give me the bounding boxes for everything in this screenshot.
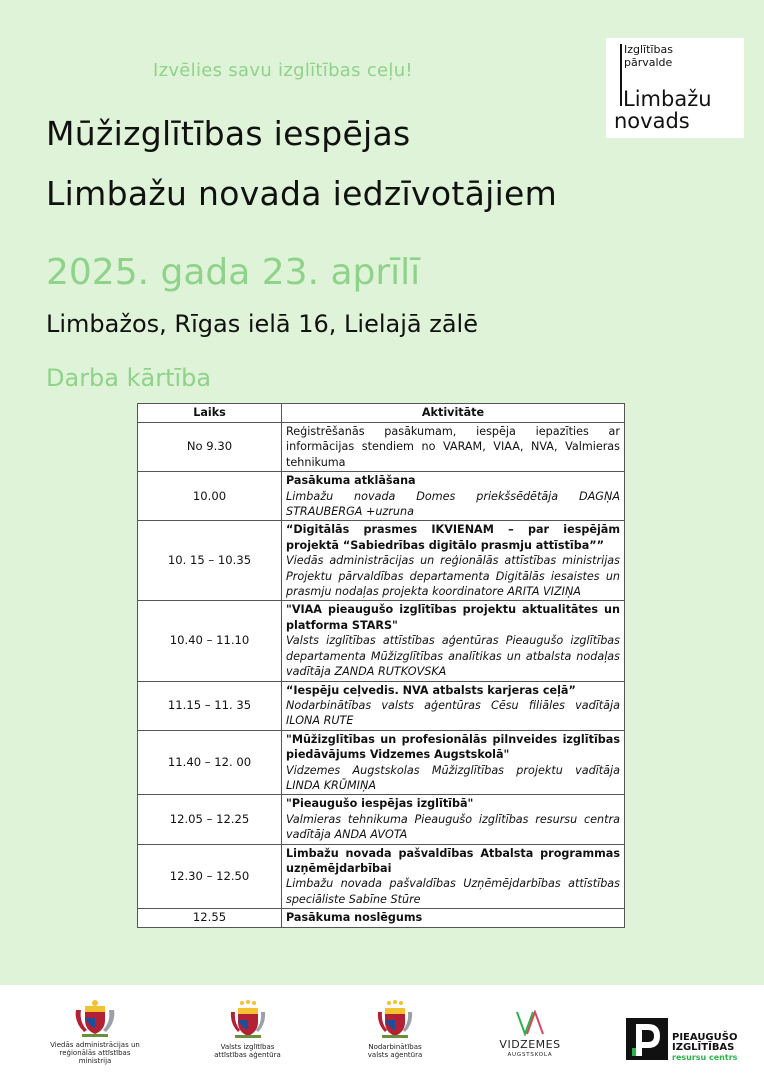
agenda-time: 12.05 – 12.25 [138, 795, 282, 844]
vidzemes-name: VIDZEMES [499, 1038, 561, 1051]
activity-speaker: Valmieras tehnikuma Pieaugušo izglītības resursu centra vadītāja ANDA AVOTA [286, 812, 620, 842]
picr-logo-mark [626, 1018, 668, 1060]
picr-logo-text [672, 1033, 737, 1063]
agenda-activity [282, 844, 625, 909]
activity-speaker: Viedās administrācijas un reģionālās attīstības ministrijas Projektu pārvaldības departamenta Digitālās iesaistes un prasmju nodaļas projekta koordinatore ARITA VIZIŅA [286, 554, 620, 599]
activity-title: “Iespēju ceļvedis. NVA atbalsts karjeras ceļā” [286, 683, 576, 697]
latvia-coat-of-arms-icon [228, 998, 268, 1040]
logo-line-2: pārvalde [624, 56, 673, 69]
activity-speaker: Limbažu novada pašvaldības Uzņēmējdarbības attīstības speciāliste Sabīne Stūre [286, 877, 620, 906]
nva-logo [350, 998, 440, 1059]
nva-line-1: Nodarbinātības [368, 1043, 422, 1051]
agenda-row [138, 472, 625, 521]
agenda-activity [282, 795, 625, 844]
column-header-activity: Aktivitāte [282, 404, 625, 423]
agenda-activity [282, 472, 625, 521]
agenda-activity [282, 423, 625, 472]
latvia-coat-of-arms-icon [72, 998, 118, 1038]
activity-title: Pasākuma noslēgums [286, 911, 423, 925]
agenda-row [138, 844, 625, 909]
vidzemes-sub: AUGSTSKOLA [507, 1052, 553, 1058]
agenda-heading: Darba kārtība [46, 364, 212, 392]
activity-speaker: Valsts izglītības attīstības aģentūras Pieaugušo izglītības departamenta Mūžizglītības analītikas un atbalsta nodaļas vadītāja ZANDA RUTKOVSKA [286, 634, 620, 679]
viaa-line-2: attīstības aģentūra [214, 1051, 281, 1059]
picr-line-3: resursu centrs [672, 1053, 738, 1062]
viaa-logo [200, 998, 295, 1059]
agenda-activity [282, 521, 625, 601]
picr-mark-icon [626, 1018, 668, 1060]
agenda-activity [282, 681, 625, 730]
va-monogram-icon [515, 1010, 545, 1036]
agenda-time: 10.40 – 11.10 [138, 601, 282, 681]
agenda-row [138, 423, 625, 472]
varam-line-2: reģionālās attīstības [59, 1049, 131, 1057]
event-date: 2025. gada 23. aprīlī [46, 252, 421, 293]
agenda-table [137, 403, 625, 928]
varam-line-3: ministrija [78, 1057, 112, 1065]
latvia-coat-of-arms-icon [375, 998, 415, 1040]
activity-speaker: Nodarbinātības valsts aģentūras Cēsu filiāles vadītāja ILONA RUTE [286, 698, 620, 728]
activity-text: Reģistrēšanās pasākumam, iespēja iepazīties ar informācijas stendiem no VARAM, VIAA, NVA, Valmieras tehnikuma [286, 425, 620, 469]
logo-line-4: novads [614, 109, 690, 133]
agenda-time: 12.30 – 12.50 [138, 844, 282, 909]
title-line-2: Limbažu novada iedzīvotājiem [46, 174, 558, 213]
activity-speaker: Vidzemes Augstskolas Mūžizglītības projektu vadītāja LINDA KRŪMIŅA [286, 763, 620, 792]
column-header-time: Laiks [138, 404, 282, 423]
tagline: Izvēlies savu izglītības ceļu! [153, 60, 413, 81]
agenda-header-row [138, 404, 625, 423]
activity-title: "Mūžizglītības un profesionālās pilnveides izglītības piedāvājums Vidzemes Augstskolā" [286, 732, 620, 762]
agenda-time: 11.40 – 12. 00 [138, 730, 282, 795]
title-line-1: Mūžizglītības iespējas [46, 114, 411, 153]
viaa-line-1: Valsts izglītības [220, 1043, 275, 1051]
agenda-row [138, 681, 625, 730]
varam-line-1: Viedās administrācijas un [50, 1041, 140, 1049]
picr-line-1: PIEAUGUŠO [672, 1032, 738, 1043]
izglitibas-parvalde-logo [606, 38, 744, 138]
varam-logo [50, 998, 140, 1065]
agenda-row [138, 909, 625, 927]
agenda-activity [282, 601, 625, 681]
logo-line-3: Limbažu [623, 87, 712, 111]
logo-line-1: Izglītības [624, 43, 673, 56]
agenda-activity [282, 909, 625, 927]
agenda-time: 10. 15 – 10.35 [138, 521, 282, 601]
activity-speaker: Limbažu novada Domes priekšsēdētāja DAGŅA STRAUBERGA +uzruna [286, 489, 620, 519]
agenda-time: 12.55 [138, 909, 282, 927]
activity-title: Limbažu novada pašvaldības Atbalsta programmas uzņēmējdarbībai [286, 846, 620, 875]
agenda-time: 10.00 [138, 472, 282, 521]
picr-line-2: IZGLĪTĪBAS [672, 1042, 735, 1053]
activity-title: “Digitālās prasmes IKVIENAM – par iespējām projektā “Sabiedrības digitālo prasmju attīstība”” [286, 523, 620, 552]
agenda-row [138, 521, 625, 601]
agenda-row [138, 795, 625, 844]
logo-bar [620, 44, 622, 106]
vidzemes-augstskola-logo [490, 1010, 570, 1059]
activity-title: Pasākuma atklāšana [286, 474, 416, 488]
agenda-time: No 9.30 [138, 423, 282, 472]
activity-title: "VIAA pieaugušo izglītības projektu aktualitātes un platforma STARS" [286, 603, 620, 632]
nva-line-2: valsts aģentūra [367, 1051, 423, 1059]
agenda-row [138, 730, 625, 795]
agenda-activity [282, 730, 625, 795]
agenda-time: 11.15 – 11. 35 [138, 681, 282, 730]
activity-title: "Pieaugušo iespējas izglītībā" [286, 797, 474, 811]
agenda-row [138, 601, 625, 681]
event-venue: Limbažos, Rīgas ielā 16, Lielajā zālē [46, 310, 478, 338]
